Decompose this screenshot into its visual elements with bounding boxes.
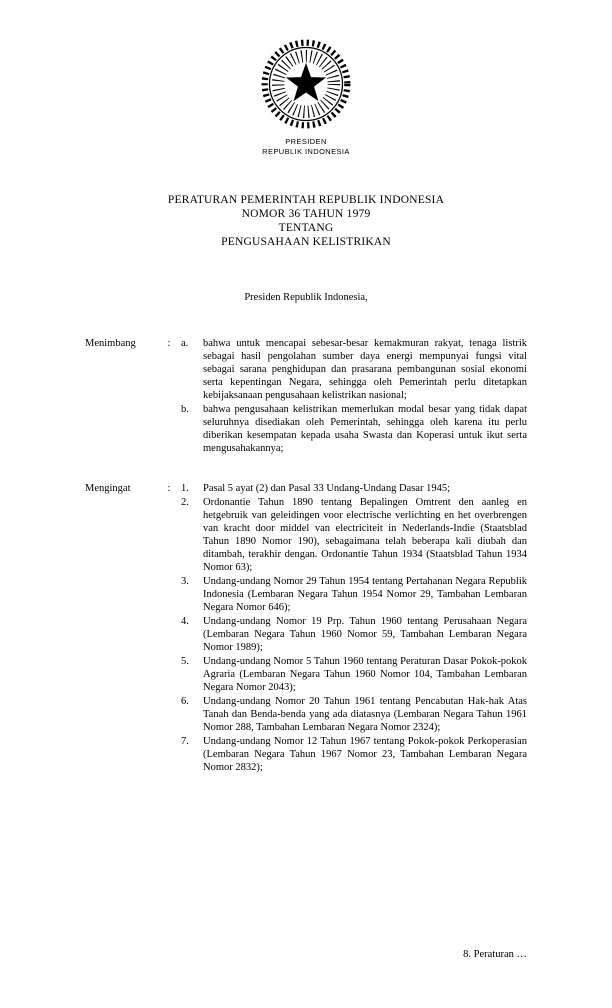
item-marker: 5. — [181, 656, 189, 667]
letterhead-presiden: PRESIDEN — [285, 137, 327, 146]
item-text: Pasal 5 ayat (2) dan Pasal 33 Undang-Undang Dasar 1945; — [203, 483, 450, 494]
item-text: Undang-undang Nomor 5 Tahun 1960 tentang Peraturan Dasar Pokok-pokok Agraria (Lembaran Negara Tahun 1960 Nomor 104, Tambahan Lembaran Negara Nomor 2043); — [203, 656, 527, 693]
title-line-number: NOMOR 36 TAHUN 1979 — [241, 208, 371, 220]
legal-basis-item-4 — [181, 615, 527, 654]
item-text: bahwa untuk mencapai sebesar-besar kemakmuran rakyat, tenaga listrik sebagai hasil pengolahan sumber daya energi mempunyai fungsi vital sebagai sarana penghidupan dan prasarana pembangunan sosial ekonomi serta kepentingan Negara, sehingga oleh Pemerintah perlu ditetapkan kebijaksanaan pengusahaan kelistrikan nasional; — [203, 338, 527, 401]
presidential-star-emblem-icon — [0, 36, 612, 132]
item-marker: 6. — [181, 696, 189, 707]
item-text: Undang-undang Nomor 29 Tahun 1954 tentang Pertahanan Negara Republik Indonesia (Lembaran Negara Tahun 1954 Nomor 29, Tambahan Lembaran Negara Nomor 646); — [203, 576, 527, 613]
section-colon: : — [167, 338, 171, 349]
item-marker: 3. — [181, 576, 189, 587]
legal-basis-item-1 — [181, 482, 527, 495]
continuation-note: 8. Peraturan … — [463, 949, 527, 960]
title-line-tentang: TENTANG — [278, 222, 334, 234]
section-colon: : — [167, 483, 171, 494]
legal-basis-item-7 — [181, 735, 527, 774]
legal-basis-item-6 — [181, 695, 527, 734]
item-marker: 2. — [181, 497, 189, 508]
consideration-item-b — [181, 403, 527, 455]
item-marker: 4. — [181, 616, 189, 627]
legal-basis-item-2 — [181, 496, 527, 574]
section-mengingat — [85, 482, 527, 774]
title-line-regulation: PERATURAN PEMERINTAH REPUBLIK INDONESIA — [167, 194, 445, 206]
section-menimbang — [85, 337, 527, 455]
item-marker: 1. — [181, 483, 189, 494]
title-line-subject: PENGUSAHAAN KELISTRIKAN — [221, 236, 391, 248]
item-marker: 7. — [181, 736, 189, 747]
item-text: bahwa pengusahaan kelistrikan memerlukan modal besar yang tidak dapat seluruhnya disediakan oleh Pemerintah, sehingga oleh karena itu perlu diberikan kesempatan kepada usaha Swasta dan Koperasi untuk ikut serta mengusahakannya; — [203, 404, 527, 454]
item-text: Undang-undang Nomor 20 Tahun 1961 tentang Pencabutan Hak-hak Atas Tanah dan Benda-benda yang ada diatasnya (Lembaran Negara Tahun 1961 Nomor 288, Tambahan Lembaran Negara Nomor 2324); — [203, 696, 527, 733]
letterhead — [0, 0, 612, 157]
consideration-item-a — [181, 337, 527, 402]
item-text: Undang-undang Nomor 12 Tahun 1967 tentang Pokok-pokok Perkoperasian (Lembaran Negara Tahun 1967 Nomor 23, Tambahan Lembaran Negara Nomor 2832); — [203, 736, 527, 773]
item-text: Undang-undang Nomor 19 Prp. Tahun 1960 tentang Perusahaan Negara (Lembaran Negara Tahun 1960 Nomor 59, Tambahan Lembaran Negara Nomor 1989); — [203, 616, 527, 653]
legal-basis-item-5 — [181, 655, 527, 694]
section-label: Mengingat — [85, 483, 131, 494]
title-block — [0, 193, 612, 249]
section-items — [181, 337, 527, 455]
item-marker: b. — [181, 404, 189, 415]
item-text: Ordonantie Tahun 1890 tentang Bepalingen Omtrent den aanleg en hetgebruik van geleidingen voor electrische verlichting en het overbrengen van kracht door middel van electriciteit in Nederlands-Indie (Staatsblad Tahun 1890 Nomor 190), sebagaimana telah beberapa kali diubah dan ditambah, terakhir dengan. Ordonantie Tahun 1934 (Staatsblad Tahun 1934 Nomor 63); — [203, 497, 527, 573]
document-body — [85, 337, 527, 774]
legal-basis-item-3 — [181, 575, 527, 614]
section-items — [181, 482, 527, 774]
salutation: Presiden Republik Indonesia, — [244, 292, 368, 303]
item-marker: a. — [181, 338, 189, 349]
letterhead-republik-indonesia: REPUBLIK INDONESIA — [262, 147, 350, 156]
section-label: Menimbang — [85, 338, 136, 349]
